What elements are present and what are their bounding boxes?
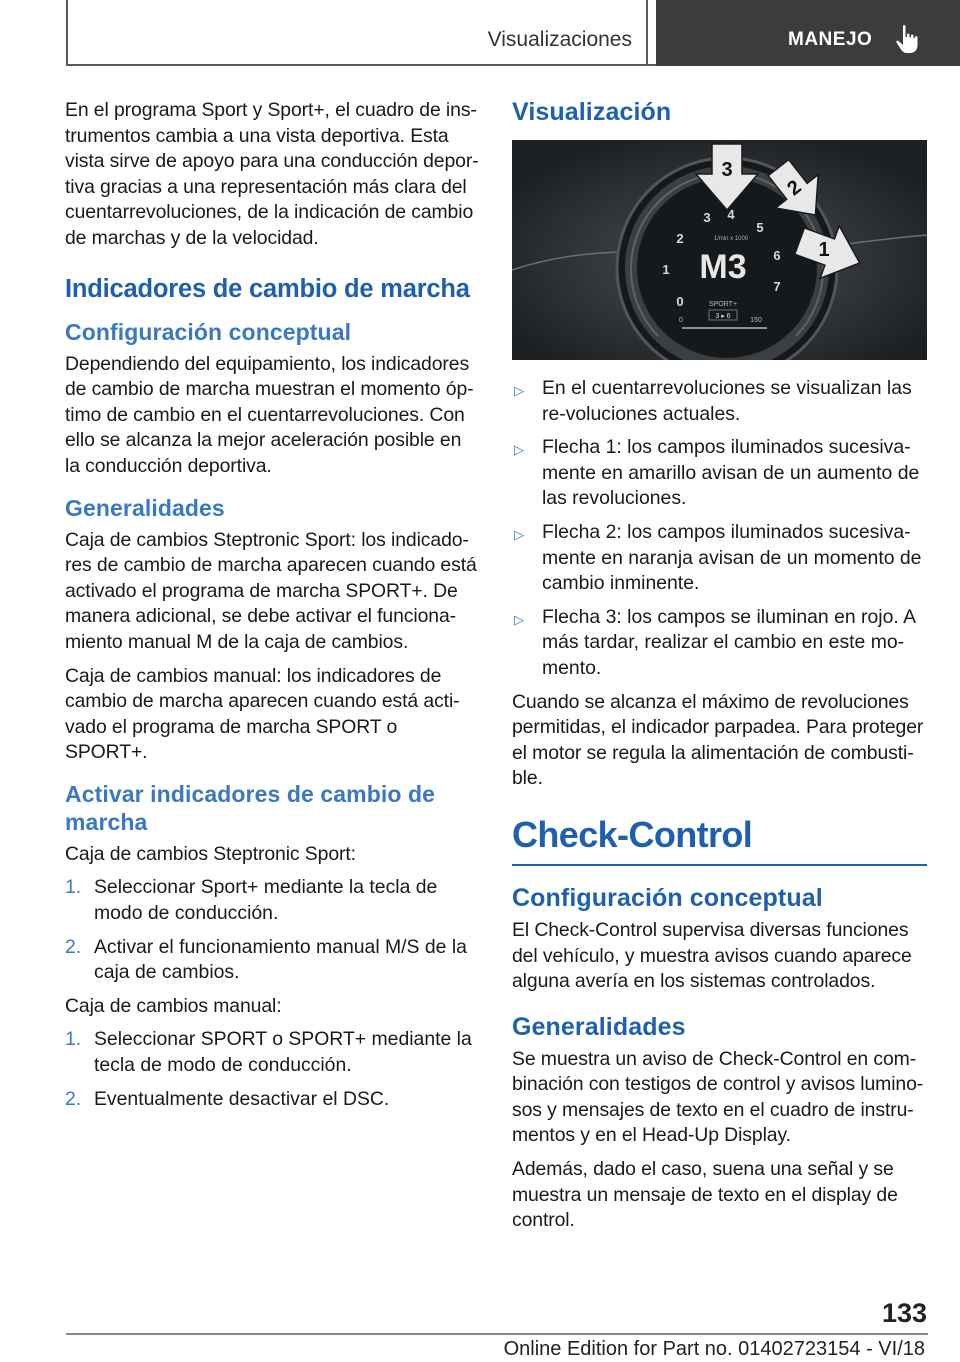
concept-paragraph: Dependiendo del equipamiento, los indicadores de cambio de marcha muestran el momento óp-timo de cambio en el cuentarrevoluciones. Con ello se alcanza la mejor aceleración posible en la conducción deportiva.: [65, 352, 474, 477]
callout-number: 3: [721, 159, 733, 181]
max-rpm-paragraph: Cuando se alcanza el máximo de revoluciones permitidas, el indicador parpadea. Para proteger el motor se regula la alimentación de combusti-ble.: [512, 690, 924, 790]
rpm-label: 0: [676, 294, 684, 309]
list-item: [65, 875, 480, 926]
step-text: Seleccionar Sport+ mediante la tecla de modo de conducción.: [94, 876, 438, 925]
rpm-label: 3: [703, 210, 711, 225]
drive-mode: SPORT+: [708, 301, 738, 308]
heading-shift-indicators: Indicadores de cambio de marcha: [65, 274, 470, 303]
triangle-bullet-icon: ▷: [514, 383, 524, 398]
header-chapter-title: MANEJO: [788, 29, 873, 50]
list-item: [512, 376, 927, 427]
left-column: [65, 98, 480, 1120]
tachometer-illustration: [512, 140, 927, 360]
step-text: Activar el funcionamiento manual M/S de la caja de cambios.: [94, 935, 467, 984]
list-item: [65, 1087, 480, 1113]
general-paragraph-1: Caja de cambios Steptronic Sport: los indicado-res de cambio de marcha aparecen cuando está activado el programa de marcha SPORT+. De manera adicional, se debe activar el funciona-miento manual M de la caja de cambios.: [65, 528, 477, 653]
check-general-paragraph-2: Además, dado el caso, suena una señal y se muestra un mensaje de texto en el display de control.: [512, 1158, 898, 1232]
steptronic-label: Caja de cambios Steptronic Sport:: [65, 842, 356, 865]
list-item: [512, 435, 927, 512]
triangle-bullet-icon: ▷: [514, 611, 524, 627]
rpm-unit: 1/min x 1000: [713, 236, 749, 242]
gear-display: M3: [699, 248, 747, 286]
pointing-hand-icon: [894, 24, 920, 54]
intro-paragraph: En el programa Sport y Sport+, el cuadro de ins-trumentos cambia a una vista deportiva. Esta vista sirve de apoyo para una conducción depor-tiva gracias a una representación más clara del cuentarrevoluciones, de la indicación de cambio de marchas y de la velocidad.: [65, 99, 479, 249]
subheading-check-concept: Configuración conceptual: [512, 883, 823, 912]
check-general-paragraph-1: Se muestra un aviso de Check-Control en com-binación con testigos de control y avisos lumino-sos y mensajes de texto en el cuadro de instru-mentos y en el Head-Up Display.: [512, 1047, 924, 1147]
list-item: [512, 605, 927, 682]
footer-rule: [66, 1333, 928, 1335]
triangle-bullet-icon: ▷: [514, 442, 524, 458]
manual-label: Caja de cambios manual:: [65, 994, 282, 1017]
header-section-tab: [66, 0, 648, 66]
tachometer-figure: [512, 140, 927, 360]
header-section-title: Visualizaciones: [487, 28, 632, 51]
triangle-bullet-icon: ▷: [514, 526, 524, 542]
step-number: 2.: [65, 1087, 82, 1110]
bullet-text: Flecha 2: los campos iluminados sucesiva-mente en naranja avisan de un momento de cambio inminente.: [542, 520, 922, 595]
right-column: [512, 98, 927, 1242]
list-item: [65, 1027, 480, 1078]
rpm-label: 5: [756, 220, 764, 235]
footer-edition: Online Edition for Part no. 01402723154 - VI/18: [503, 1338, 925, 1360]
step-number: 1.: [65, 876, 82, 899]
subheading-concept: Configuración conceptual: [65, 318, 352, 345]
list-item: [512, 520, 927, 597]
list-item: [65, 935, 480, 986]
step-text: Seleccionar SPORT o SPORT+ mediante la tecla de modo de conducción.: [94, 1028, 472, 1077]
rpm-label: 2: [676, 231, 684, 246]
manual-steps: [65, 1027, 480, 1112]
speed-max: 150: [750, 317, 762, 324]
header-chapter-tab[interactable]: [656, 0, 960, 66]
callout-number: 1: [818, 239, 830, 261]
gear-range: 3 ▸ 6: [715, 313, 731, 320]
bullet-text: Flecha 1: los campos iluminados sucesiva-mente en amarillo avisan de un aumento de las revoluciones.: [542, 436, 920, 510]
general-paragraph-2: Caja de cambios manual: los indicadores de cambio de marcha aparecen cuando está acti-vado el programa de marcha SPORT o SPORT+.: [65, 664, 460, 764]
rpm-label: 4: [727, 207, 735, 222]
heading-check-control: Check-Control: [512, 814, 927, 866]
speed-min: 0: [679, 317, 683, 324]
check-concept-paragraph: El Check-Control supervisa diversas funciones del vehículo, y muestra avisos cuando aparece alguna avería en los sistemas controlados.: [512, 918, 912, 993]
subheading-display: Visualización: [512, 98, 672, 126]
rpm-label: 6: [773, 248, 781, 263]
page-number: 133: [881, 1298, 927, 1328]
step-number: 2.: [65, 935, 82, 958]
step-text: Eventualmente desactivar el DSC.: [94, 1087, 390, 1110]
step-number: 1.: [65, 1028, 82, 1051]
bullet-text: En el cuentarrevoluciones se visualizan las re-voluciones actuales.: [542, 377, 912, 425]
subheading-check-general: Generalidades: [512, 1012, 686, 1041]
rpm-label: 7: [773, 279, 781, 294]
steptronic-steps: [65, 875, 480, 985]
display-bullet-list: [512, 376, 927, 682]
subheading-activate: Activar indicadores de cambio de marcha: [65, 780, 436, 835]
bullet-text: Flecha 3: los campos se iluminan en rojo. A más tardar, realizar el cambio en este mo-mento.: [542, 605, 915, 679]
callout-number: 2: [783, 176, 806, 201]
rpm-label: 1: [662, 262, 670, 277]
subheading-general: Generalidades: [65, 494, 225, 521]
